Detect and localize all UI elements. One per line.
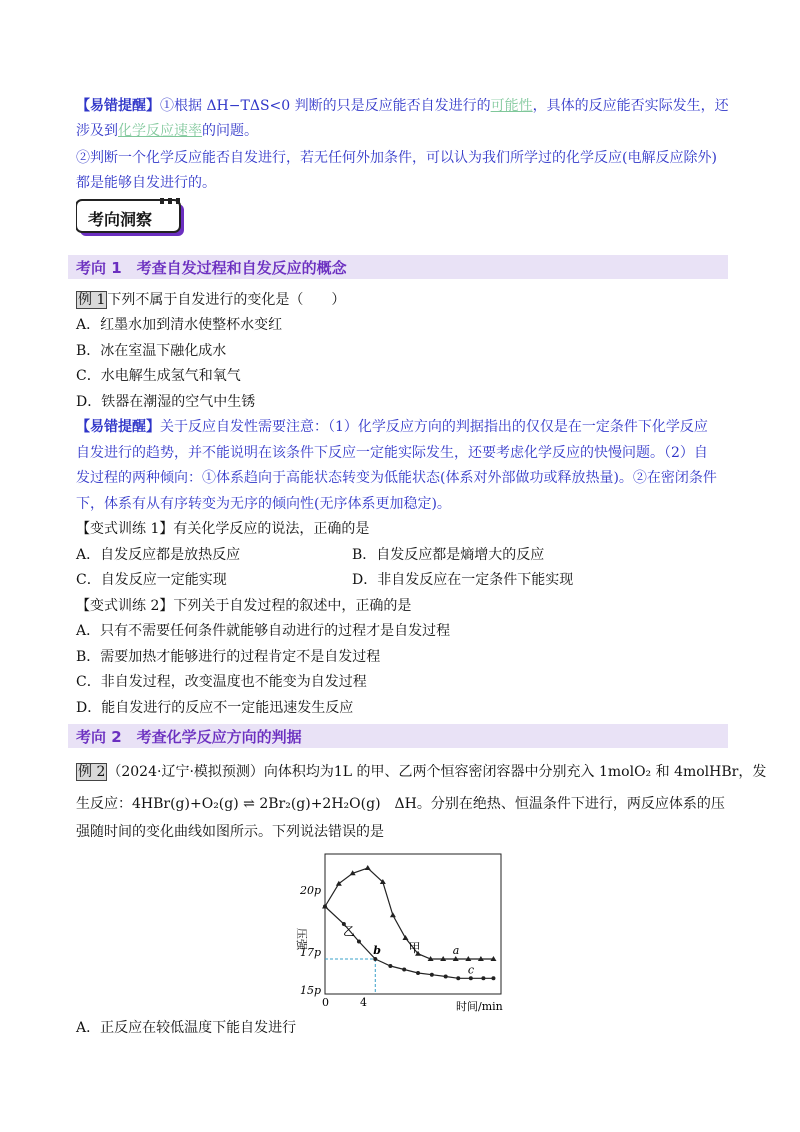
tip-line-4: 都是能够自发进行的。 [76,175,216,191]
ex2-line-1 [76,762,766,782]
series-point-乙 [357,940,361,944]
point-label-c: c [467,963,475,977]
point-label-a: a [452,944,460,957]
topic2-title: 考向 2 考查化学反应方向的判据 [76,728,302,746]
var2-option-b: B．需要加热才能够进行的过程肯定不是自发过程 [76,649,381,665]
var1-title: 【变式训练 1】有关化学反应的说法，正确的是 [76,521,370,537]
section-badge [76,198,188,238]
badge-label: 考向洞察 [88,210,153,229]
var2-option-c: C．非自发过程，改变温度也不能变为自发过程 [76,674,367,690]
series-point-甲 [402,935,408,940]
var2-option-d: D．能自发进行的反应不一定能迅速发生反应 [76,700,354,716]
series-name-乙: 乙 [342,924,355,939]
ex1-option-d: D．铁器在潮湿的空气中生锈 [76,394,256,410]
ex1-tag: 例 1 [78,292,106,308]
tip2-text: 关于反应自发性需要注意：（1）化学反应方向的判据指出的仅仅是在一定条件下化学反应 [160,419,708,435]
ex1-question [76,290,345,310]
tip2-tag: 【易错提醒】 [76,419,160,435]
ex2-tag: 例 2 [78,764,106,780]
ex2-option-a: A．正反应在较低温度下能自发进行 [76,1020,297,1036]
x-axis-label: 时间/min [456,1000,503,1013]
tip2-line-1 [76,417,708,437]
y-tick-20p: 20p [300,884,322,897]
tip-text-end: 的问题。 [202,123,258,139]
ex2-line-3: 强随时间的变化曲线如图所示。下列说法错误的是 [76,824,384,840]
ex1-question-text: 下列不属于自发进行的变化是（ ） [107,292,346,308]
var1-option-d: D．非自发反应在一定条件下能实现 [352,572,574,588]
ex1-option-a: A．红墨水加到清水使整杯水变红 [76,317,283,333]
tip2-line-3: 发过程的两种倾向：①体系趋向于高能状态转变为低能状态(体系对外部做功或释放热量)。②在密闭条件 [76,470,717,486]
tip-text: 涉及到 [76,123,118,139]
series-point-乙 [416,971,420,975]
topic2-banner [68,724,728,748]
series-point-乙 [373,957,377,961]
series-point-乙 [481,976,485,980]
series-name-甲: 甲 [408,941,421,955]
tip-line-2 [76,121,258,141]
ex2-line-2: 生反应：4HBr(g)+O₂(g) ⇌ 2Br₂(g)+2H₂O(g) ΔH。分别在绝热、恒温条件下进行，两反应体系的压 [76,796,725,812]
tip-line-3: ②判断一个化学反应能否自发进行，若无任何外加条件，可以认为我们所学过的化学反应(电解反应除外) [76,150,717,166]
ex1-option-c: C．水电解生成氢气和氧气 [76,368,241,384]
tip2-line-4: 下，体系有从有序转变为无序的倾向性(无序体系更加稳定)。 [76,496,451,512]
series-point-甲 [390,912,396,917]
series-point-乙 [456,976,460,980]
series-point-乙 [491,976,495,980]
var2-title: 【变式训练 2】下列关于自发过程的叙述中，正确的是 [76,598,412,614]
pressure-time-chart [290,848,520,1020]
var1-option-c: C．自发反应一定能实现 [76,572,227,588]
tip2-line-2: 自发进行的趋势，并不能说明在该条件下反应一定能实际发生，还要考虑化学反应的快慢问题。（2）自 [76,445,708,461]
tip-tag: 【易错提醒】 [76,98,160,114]
series-point-乙 [323,905,327,909]
tip-term-rate: 化学反应速率 [118,123,202,139]
series-point-甲 [365,865,371,870]
tip-text-cont: ，具体的反应能否实际发生，还 [532,98,729,114]
topic1-title: 考向 1 考查自发过程和自发反应的概念 [76,259,347,277]
y-tick-15p: 15p [300,984,322,997]
var1-option-b: B．自发反应都是熵增大的反应 [352,547,545,563]
ex2-text: （2024·辽宁·模拟预测）向体积均为1L 的甲、乙两个恒容密闭容器中分别充入 1molO₂ 和 4molHBr，发 [107,764,767,780]
point-label-b: b [373,944,381,957]
series-point-乙 [388,964,392,968]
y-axis-label: 压强 [295,928,308,950]
series-point-乙 [444,975,448,979]
var1-option-a: A．自发反应都是放热反应 [76,547,241,563]
x-tick-4: 4 [360,996,367,1009]
tip-term-possibility: 可能性 [490,98,533,114]
tip-text: ①根据 ΔH−TΔS<0 判断的只是反应能否自发进行的 [160,98,491,114]
chart-svg [290,848,520,1020]
var2-option-a: A．只有不需要任何条件就能够自动进行的过程才是自发过程 [76,623,451,639]
tip-line-1 [76,96,729,116]
topic1-banner [68,255,728,279]
ex1-option-b: B．冰在室温下融化成水 [76,343,227,359]
x-tick-0: 0 [322,996,329,1009]
series-point-乙 [469,976,473,980]
series-point-乙 [430,973,434,977]
series-point-乙 [402,968,406,972]
y-tick-17p: 17p [300,946,322,959]
